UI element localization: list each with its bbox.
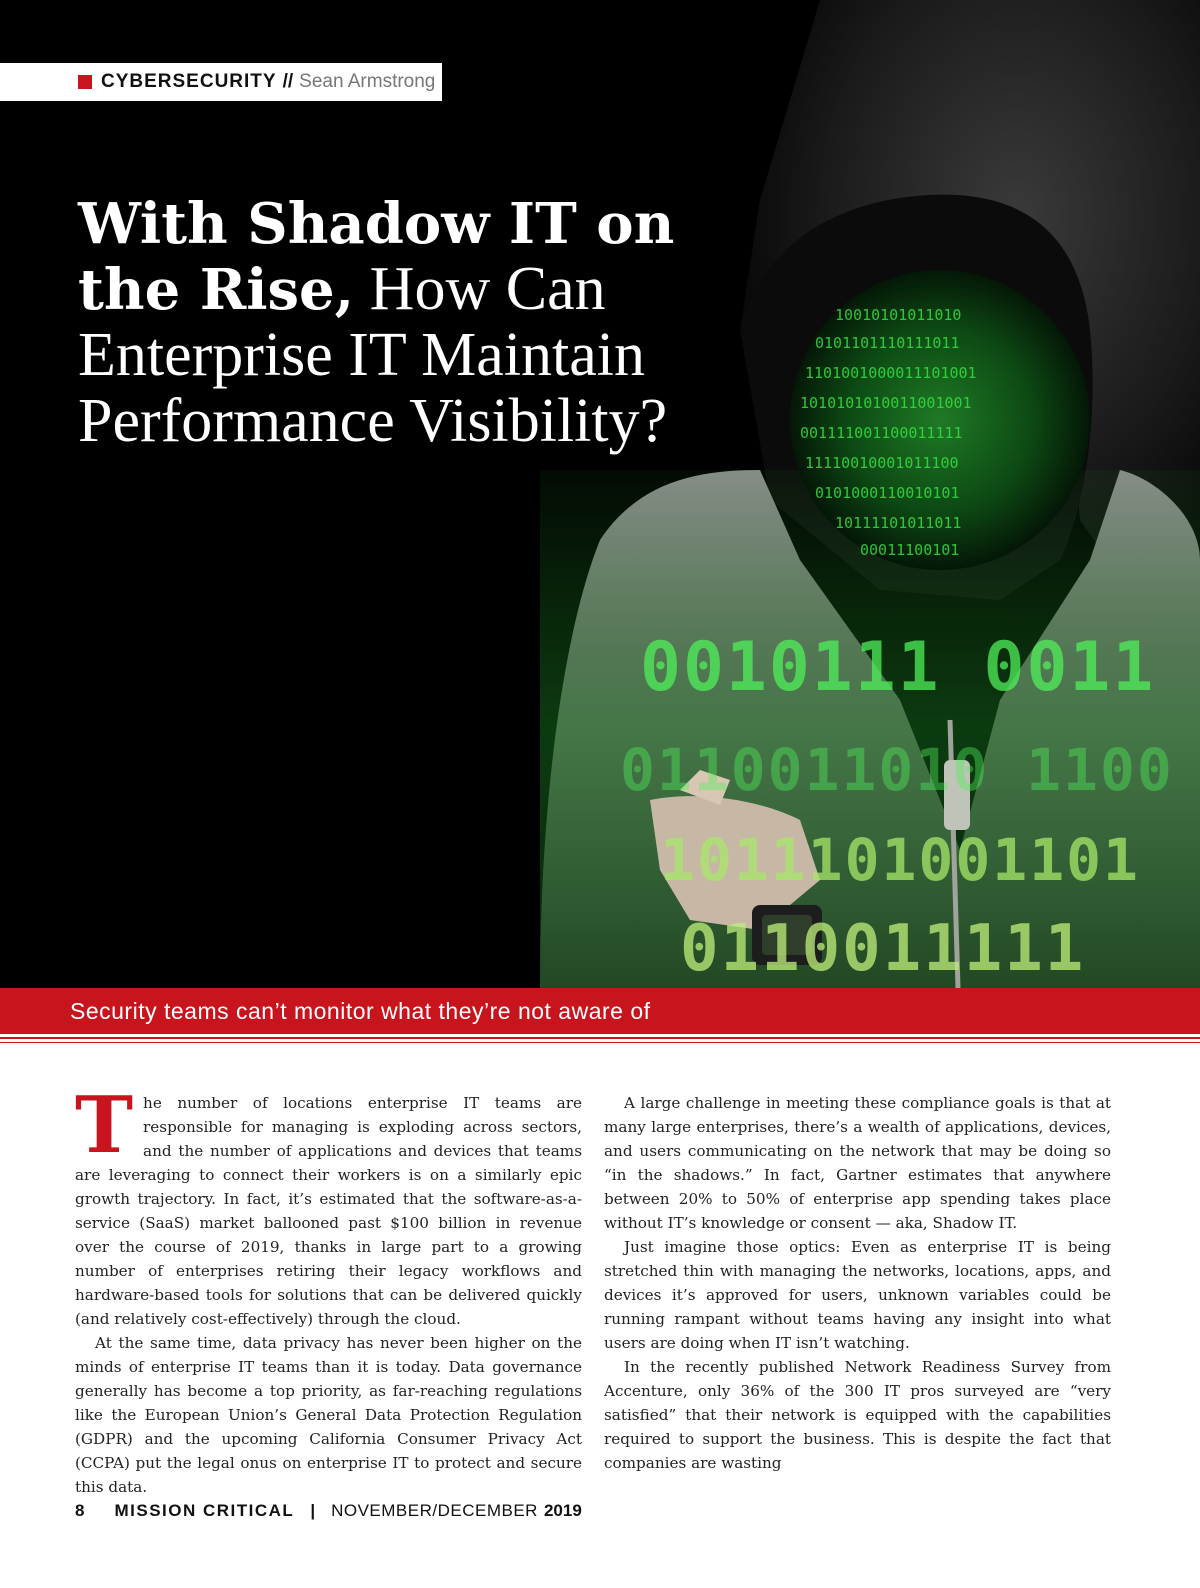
divider	[0, 1042, 1200, 1043]
svg-text:00011100101: 00011100101	[860, 541, 960, 559]
body-paragraph	[75, 1080, 582, 1331]
body-paragraph-text: he number of locations enterprise IT teams are responsible for managing is exploding across sectors, and the number of applications and devices that teams are leveraging to connect their workers is on a similarly epic growth trajectory. In fact, it’s estimated that the software-as-a-service (SaaS) market ballooned past $100 billion in revenue over the course of 2019, thanks in large part to a growing number of enterprises retiring their legacy workflows and hardware-based tools for solutions that can be delivered quickly (and relatively cost-effectively) through the cloud.	[75, 1094, 582, 1328]
binary-row-1: 0010111 0011	[640, 628, 1156, 707]
binary-row-2: 0110011010 1100	[620, 736, 1174, 804]
issue-year: 2019	[543, 1501, 582, 1520]
headline-bold-line-2: the Rise,	[78, 257, 355, 323]
red-square-icon	[78, 75, 92, 89]
svg-text:1101001000011101001: 1101001000011101001	[805, 364, 977, 382]
body-paragraph: At the same time, data privacy has never been higher on the minds of enterprise IT teams than it is today. Data governance generally has become a top priority, as far-reaching regulations like the European Union’s General Data Protection Regulation (GDPR) and the upcoming California Consumer Privacy Act (CCPA) put the legal onus on enterprise IT to protect and secure this data.	[75, 1334, 582, 1496]
section-name: CYBERSECURITY	[101, 71, 277, 92]
divider	[0, 1037, 1200, 1039]
article-headline	[78, 192, 798, 455]
svg-text:1010101010011001001: 1010101010011001001	[800, 394, 972, 412]
issue-date: NOVEMBER/DECEMBER	[331, 1501, 538, 1520]
section-tag	[0, 63, 442, 101]
svg-text:11110010001011100: 11110010001011100	[805, 454, 959, 472]
headline-light-line-2: How Can	[354, 255, 606, 323]
footer-separator: |	[310, 1501, 316, 1520]
headline-bold-line-1: With Shadow IT on	[78, 191, 675, 257]
page-footer	[75, 1496, 582, 1526]
section-separator: //	[282, 71, 294, 92]
body-paragraph: Just imagine those optics: Even as enterprise IT is being stretched thin with managing the networks, locations, apps, and devices it’s approved for users, unknown variables could be running rampant without teams having any insight into what users are doing when IT isn’t watching.	[604, 1238, 1111, 1352]
body-paragraph: In the recently published Network Readiness Survey from Accenture, only 36% of the 300 IT pros surveyed are “very satisfied” that their network is equipped with the capabilities required to support the business. This is despite the fact that companies are wasting	[604, 1358, 1111, 1472]
page-number: 8	[75, 1501, 85, 1520]
headline-light-line-3: Enterprise IT Maintain	[78, 321, 646, 389]
svg-text:10010101011010: 10010101011010	[835, 306, 962, 324]
headline-light-line-4: Performance Visibility?	[78, 387, 668, 455]
body-column-left	[75, 1080, 582, 1499]
body-column-right	[604, 1091, 1111, 1475]
binary-row-4: 0110011111	[680, 912, 1086, 986]
deck-subtitle: Security teams can’t monitor what they’re not aware of	[70, 997, 651, 1024]
deck-bar	[0, 988, 1200, 1034]
author-name: Sean Armstrong	[299, 71, 436, 92]
svg-text:10111101011011: 10111101011011	[835, 514, 962, 532]
svg-text:0101000110010101: 0101000110010101	[815, 484, 960, 502]
publication-name: MISSION CRITICAL	[114, 1501, 295, 1520]
svg-text:001111001100011111: 001111001100011111	[800, 424, 963, 442]
body-paragraph: A large challenge in meeting these compliance goals is that at many large enterprises, there’s a wealth of applications, devices, and users communicating on the network that may be doing so “in the shadows.” In fact, Gartner estimates that anywhere between 20% to 50% of enterprise app spending takes place without IT’s knowledge or consent — aka, Shadow IT.	[604, 1094, 1111, 1232]
svg-text:0101101110111011: 0101101110111011	[815, 334, 960, 352]
binary-row-3: 1011101001101	[660, 826, 1140, 894]
drop-cap: T	[75, 1080, 134, 1171]
